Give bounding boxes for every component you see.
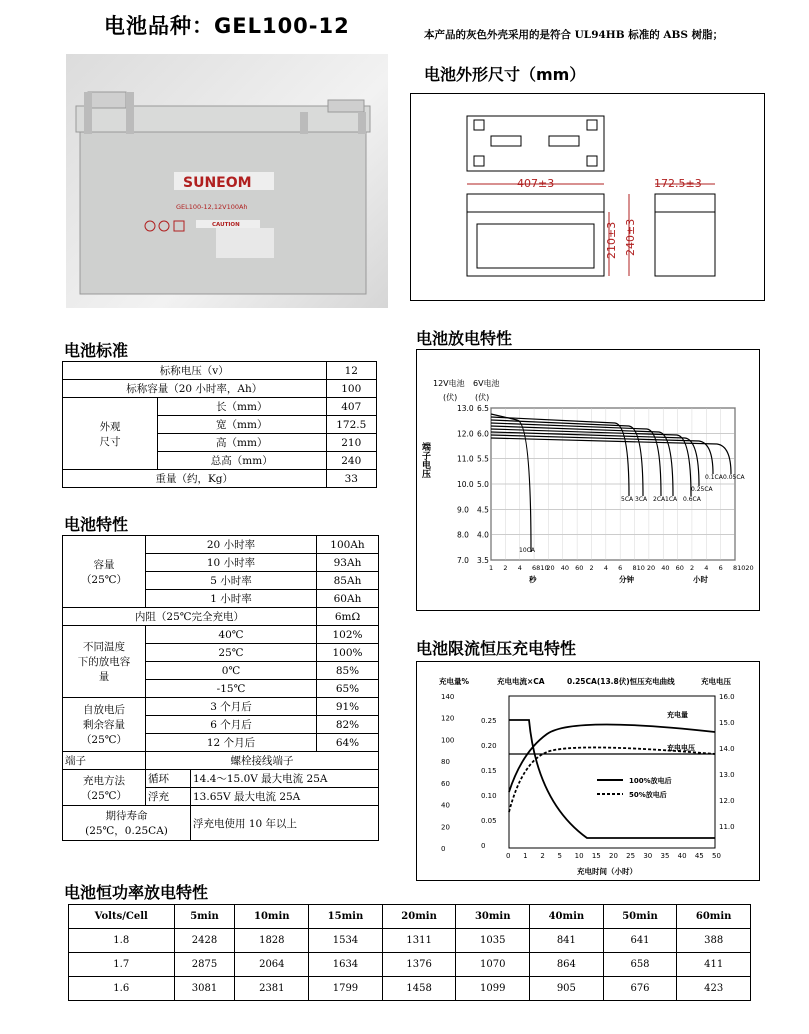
prop-cell: 100% xyxy=(316,644,378,662)
prop-group: 容量 （25℃） xyxy=(63,536,146,608)
charge-curve xyxy=(509,724,715,792)
tick-x: 25 xyxy=(626,852,636,860)
curve-label: 0.05CA xyxy=(723,474,745,481)
tick-x: 60 xyxy=(575,564,584,572)
tick-right: 15.0 xyxy=(719,719,735,727)
tick-x: 2 xyxy=(589,564,594,572)
table-cell: 676 xyxy=(603,977,677,1001)
tick-right: 6.5 xyxy=(477,404,489,413)
charge-h3: 0.25CA(13.8伏)恒压充电曲线 xyxy=(567,677,675,686)
tick-left: 8.0 xyxy=(457,530,469,540)
material-note: 本产品的灰色外壳采用的是符合 UL94HB 标准的 ABS 树脂； xyxy=(424,29,724,41)
dims-svg xyxy=(411,94,764,300)
prop-cell: 浮充电使用 10 年以上 xyxy=(191,806,379,841)
prop-cell: 91% xyxy=(316,698,378,716)
tick-x: 45 xyxy=(694,852,704,860)
discharge-chart xyxy=(416,349,760,611)
dim-height: 210±3 xyxy=(605,221,618,259)
tick-right: 6.0 xyxy=(477,429,489,439)
std-cell: 12 xyxy=(326,362,377,380)
props-title: 电池特性 xyxy=(64,515,129,534)
page-title: 电池品种：GEL100-12 xyxy=(104,14,350,38)
tick-x: 20 xyxy=(609,852,618,860)
table-cell: 2381 xyxy=(235,977,309,1001)
prop-cell: 端子 xyxy=(63,752,146,770)
prop-cell: 6 个月后 xyxy=(146,716,317,734)
prop-cell: 100Ah xyxy=(316,536,378,554)
tick-x: 50 xyxy=(712,852,721,860)
table-header-cell: 30min xyxy=(456,905,530,929)
table-cell: 2064 xyxy=(235,953,309,977)
prop-group: 期待寿命 (25℃，0.25CA) xyxy=(63,806,191,841)
std-cell: 重量（约，Kg） xyxy=(63,470,327,488)
dims-title: 电池外形尺寸（mm） xyxy=(424,65,586,84)
tick-right: 11.0 xyxy=(719,823,735,831)
table-header-cell: Volts/Cell xyxy=(69,905,175,929)
prop-cell: 0℃ xyxy=(146,662,317,680)
yaxis-label: 端子电压 xyxy=(420,442,430,478)
prop-cell: 85% xyxy=(316,662,378,680)
table-cell: 841 xyxy=(530,929,604,953)
prop-group: 自放电后 剩余容量 （25℃） xyxy=(63,698,146,752)
table-cell: 1634 xyxy=(309,953,383,977)
table-header-cell: 10min xyxy=(235,905,309,929)
tick-mid: 0.10 xyxy=(481,792,497,800)
table-row xyxy=(69,953,751,977)
dims-drawing xyxy=(410,93,765,301)
tick-right: 14.0 xyxy=(719,745,735,753)
std-cell: 407 xyxy=(326,398,377,416)
tick-x: 4 xyxy=(517,564,522,572)
tick-right: 12.0 xyxy=(719,797,735,805)
prop-cell: 64% xyxy=(316,734,378,752)
tick-x: 20 xyxy=(546,564,555,572)
tick-left: 10.0 xyxy=(457,480,474,489)
tick-left: 100 xyxy=(441,736,455,745)
tick-x: 2 xyxy=(503,564,508,572)
table-cell: 1035 xyxy=(456,929,530,953)
table-row xyxy=(69,905,751,929)
prop-cell: 螺栓接线端子 xyxy=(146,752,379,770)
table-cell: 1070 xyxy=(456,953,530,977)
tick-right: 5.0 xyxy=(477,480,489,489)
std-cell: 宽（mm） xyxy=(158,416,327,434)
table-cell: 1828 xyxy=(235,929,309,953)
tick-x: 2 xyxy=(689,564,695,572)
curve-label: 3CA xyxy=(635,496,648,503)
prop-cell: 102% xyxy=(316,626,378,644)
tick-x: 40 xyxy=(560,564,570,572)
prop-cell: -15℃ xyxy=(146,680,317,698)
tick-x: 81020 xyxy=(733,564,754,572)
standard-table xyxy=(62,361,377,488)
curve-label: 10CA xyxy=(519,547,535,554)
charge-lab1: 充电量 xyxy=(667,711,688,719)
charge-chart xyxy=(416,661,760,881)
unit-12v: (伏) xyxy=(443,393,458,402)
x-unit: 秒 xyxy=(529,575,537,584)
charge-h4: 充电电压 xyxy=(701,677,731,686)
caution-label: CAUTION xyxy=(212,222,240,228)
tick-x: 40 xyxy=(677,852,687,860)
table-cell: 1.7 xyxy=(69,953,175,977)
tick-x: 35 xyxy=(660,852,670,860)
std-cell: 33 xyxy=(326,470,377,488)
ylabel-6v: 6V电池 xyxy=(473,379,500,388)
prop-cell: 93Ah xyxy=(316,554,378,572)
tick-x: 30 xyxy=(643,852,653,860)
table-cell: 423 xyxy=(677,977,751,1001)
charge-lab2: 充电电压 xyxy=(667,744,695,752)
discharge-title: 电池放电特性 xyxy=(416,329,513,348)
curve-label: 5CA xyxy=(621,496,634,503)
tick-right: 3.5 xyxy=(477,556,489,565)
prop-group: 充电方法 （25℃） xyxy=(63,770,146,806)
charge-h2: 充电电流×CA xyxy=(497,677,545,686)
tick-x: 2 xyxy=(540,852,545,860)
charge-h1: 充电量% xyxy=(439,677,470,686)
tick-x: 60 xyxy=(675,564,684,572)
table-header-cell: 60min xyxy=(677,905,751,929)
tick-left: 0 xyxy=(441,845,446,853)
tick-left: 40 xyxy=(441,801,450,810)
battery-illustration xyxy=(66,54,388,308)
tick-right: 16.0 xyxy=(719,693,735,701)
table-cell: 2428 xyxy=(174,929,235,953)
discharge-svg xyxy=(417,350,759,610)
ylabel-12v: 12V电池 xyxy=(433,379,465,388)
tick-left: 13.0 xyxy=(457,404,474,413)
prop-cell: 20 小时率 xyxy=(146,536,317,554)
tick-x: 15 xyxy=(591,852,601,860)
tick-x: 1 xyxy=(523,852,528,860)
tick-x: 6 xyxy=(618,564,623,572)
tick-x: 810 xyxy=(632,564,645,572)
tick-mid: 0.25 xyxy=(481,717,497,725)
standard-title: 电池标准 xyxy=(64,341,129,360)
power-title: 电池恒功率放电特性 xyxy=(64,883,209,902)
std-cell: 总高（mm） xyxy=(158,452,327,470)
std-cell: 172.5 xyxy=(326,416,377,434)
prop-cell: 12 个月后 xyxy=(146,734,317,752)
x-unit: 分钟 xyxy=(619,575,634,584)
std-cell: 标称容量（20 小时率，Ah） xyxy=(63,380,327,398)
power-table xyxy=(68,904,751,1001)
std-group: 外观 尺寸 xyxy=(63,398,158,470)
charge-xlabel: 充电时间（小时） xyxy=(577,867,637,876)
tick-right: 4.0 xyxy=(477,530,489,540)
prop-cell: 82% xyxy=(316,716,378,734)
tick-x: 10 xyxy=(574,852,584,860)
battery-photo xyxy=(66,54,388,308)
tick-left: 11.0 xyxy=(457,454,474,464)
tick-x: 1 xyxy=(489,564,494,572)
prop-cell: 3 个月后 xyxy=(146,698,317,716)
tick-right: 4.5 xyxy=(477,505,489,515)
table-cell: 1311 xyxy=(382,929,456,953)
legend-100: 100%放电后 xyxy=(629,777,672,785)
table-header-cell: 20min xyxy=(382,905,456,929)
prop-cell: 10 小时率 xyxy=(146,554,317,572)
table-header-cell: 40min xyxy=(530,905,604,929)
prop-cell: 85Ah xyxy=(316,572,378,590)
prop-cell: 内阻（25℃完全充电） xyxy=(63,608,317,626)
table-cell: 1534 xyxy=(309,929,383,953)
table-cell: 1.8 xyxy=(69,929,175,953)
x-unit: 小时 xyxy=(693,575,708,584)
dim-length: 407±3 xyxy=(517,177,555,190)
tick-x: 6 xyxy=(718,564,723,572)
table-cell: 1099 xyxy=(456,977,530,1001)
prop-cell: 40℃ xyxy=(146,626,317,644)
tick-left: 140 xyxy=(441,693,455,701)
table-cell: 1458 xyxy=(382,977,456,1001)
std-cell: 长（mm） xyxy=(158,398,327,416)
prop-cell: 25℃ xyxy=(146,644,317,662)
tick-left: 9.0 xyxy=(457,505,469,515)
tick-x: 5 xyxy=(557,852,562,860)
prop-cell: 1 小时率 xyxy=(146,590,317,608)
tick-right: 13.0 xyxy=(719,771,735,779)
prop-cell: 6mΩ xyxy=(316,608,378,626)
table-cell: 658 xyxy=(603,953,677,977)
tick-mid: 0 xyxy=(481,842,486,850)
std-cell: 高（mm） xyxy=(158,434,327,452)
tick-left: 60 xyxy=(441,779,450,788)
prop-cell: 循环 xyxy=(146,770,191,788)
curve-label: 0.6CA xyxy=(683,496,701,503)
charge-title: 电池限流恒压充电特性 xyxy=(416,639,577,658)
model-label: GEL100-12,12V100Ah xyxy=(176,203,248,211)
table-cell: 2875 xyxy=(174,953,235,977)
tick-x: 0 xyxy=(506,852,511,860)
table-cell: 641 xyxy=(603,929,677,953)
table-cell: 864 xyxy=(530,953,604,977)
table-row xyxy=(69,977,751,1001)
prop-cell: 65% xyxy=(316,680,378,698)
table-cell: 905 xyxy=(530,977,604,1001)
curve-label: 2CA xyxy=(653,496,666,503)
tick-x: 6810 xyxy=(532,564,549,572)
table-row xyxy=(69,929,751,953)
prop-group: 不同温度 下的放电容 量 xyxy=(63,626,146,698)
table-cell: 1799 xyxy=(309,977,383,1001)
tick-left: 120 xyxy=(441,714,455,723)
tick-left: 20 xyxy=(441,823,450,832)
props-table xyxy=(62,535,379,841)
tick-x: 20 xyxy=(646,564,656,572)
tick-x: 4 xyxy=(603,564,608,572)
tick-left: 12.0 xyxy=(457,429,474,439)
prop-cell: 5 小时率 xyxy=(146,572,317,590)
curve-label: 0.25CA xyxy=(691,486,713,493)
tick-x: 4 xyxy=(704,564,709,572)
prop-cell: 60Ah xyxy=(316,590,378,608)
brand-logo: SUNEOM xyxy=(183,175,252,191)
tick-mid: 0.05 xyxy=(481,817,497,825)
curve-label: 1CA xyxy=(665,496,678,503)
std-cell: 100 xyxy=(326,380,377,398)
std-cell: 210 xyxy=(326,434,377,452)
table-cell: 388 xyxy=(677,929,751,953)
std-cell: 240 xyxy=(326,452,377,470)
table-cell: 3081 xyxy=(174,977,235,1001)
unit-6v: (伏) xyxy=(475,393,490,402)
tick-left: 7.0 xyxy=(457,556,469,565)
tick-left: 80 xyxy=(441,758,450,767)
prop-cell: 14.4～15.0V 最大电流 25A xyxy=(191,770,379,788)
table-cell: 1376 xyxy=(382,953,456,977)
tick-x: 40 xyxy=(661,564,670,572)
tick-mid: 0.20 xyxy=(481,742,497,750)
tick-mid: 0.15 xyxy=(481,767,497,775)
dim-total-height: 240±3 xyxy=(624,218,637,256)
discharge-curve xyxy=(491,438,731,474)
legend-50: 50%放电后 xyxy=(629,791,667,799)
curve-label: 0.1CA xyxy=(705,474,723,481)
dim-width: 172.5±3 xyxy=(654,177,702,190)
table-header-cell: 15min xyxy=(309,905,383,929)
charge-svg xyxy=(417,662,759,880)
prop-cell: 13.65V 最大电流 25A xyxy=(191,788,379,806)
tick-right: 5.5 xyxy=(477,454,489,464)
table-cell: 1.6 xyxy=(69,977,175,1001)
table-header-cell: 5min xyxy=(174,905,235,929)
prop-cell: 浮充 xyxy=(146,788,191,806)
table-cell: 411 xyxy=(677,953,751,977)
table-header-cell: 50min xyxy=(603,905,677,929)
std-cell: 标称电压（v） xyxy=(63,362,327,380)
